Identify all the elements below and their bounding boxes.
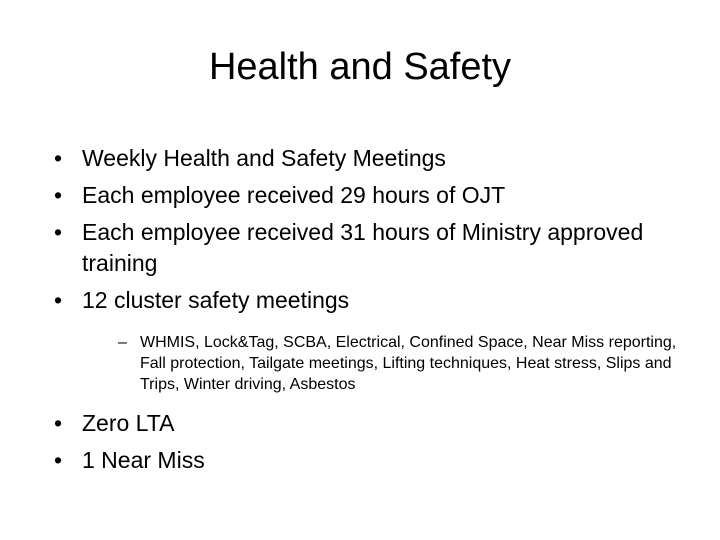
bullet-text: Zero LTA [82,410,175,436]
bullet-marker: • [54,287,63,313]
bullet-list [54,140,684,479]
bullet-item [54,282,684,405]
bullet-marker: • [54,410,63,436]
bullet-item [54,442,684,479]
slide-title: Health and Safety [208,46,512,88]
sub-bullet-item [118,319,700,405]
bullet-text: Each employee received 29 hours of OJT [82,182,506,208]
bullet-text: 1 Near Miss [82,447,205,473]
bullet-text: Weekly Health and Safety Meetings [82,145,446,171]
bullet-item [54,405,684,442]
bullet-marker: • [54,219,63,245]
bullet-item [54,177,684,214]
bullet-item [54,140,684,177]
sub-bullet-marker: – [118,334,127,351]
sub-bullet-list [82,319,684,405]
bullet-text: Each employee received 31 hours of Ministry approved training [82,219,644,276]
bullet-marker: • [54,182,63,208]
bullet-text: 12 cluster safety meetings [82,287,350,313]
bullet-item [54,214,684,282]
sub-bullet-text: WHMIS, Lock&Tag, SCBA, Electrical, Confined Space, Near Miss reporting, Fall protection, Tailgate meetings, Lifting techniques, Heat stress, Slips and Trips, Winter driving, Asbestos [140,334,677,393]
bullet-marker: • [54,447,63,473]
bullet-marker: • [54,145,63,171]
